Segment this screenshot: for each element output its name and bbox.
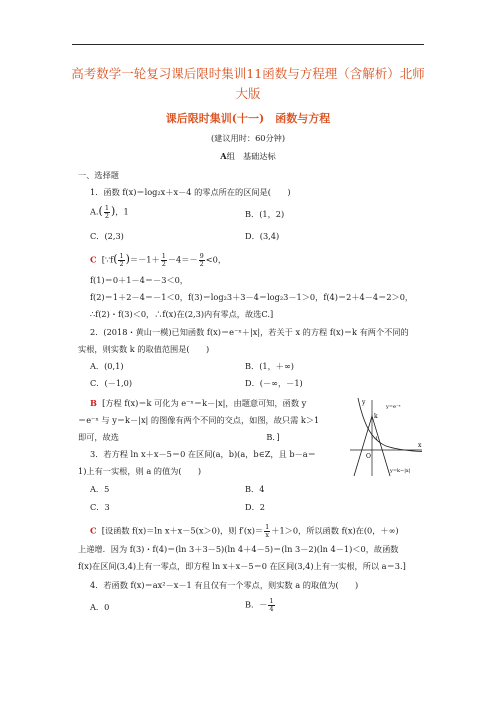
figure-y-axis-label: y: [362, 399, 366, 406]
q2-option-b: B．(1，＋∞): [245, 361, 294, 371]
q2-stem-line-2: 实根，则实数 k 的取值范围是( ): [78, 344, 210, 354]
group-label: 组 基础达标: [226, 151, 276, 161]
q2-solution-line-2: ＝e⁻ˣ 与 y＝k－|x| 的图像有两个不同的交点，如图，故只需 k＞1: [78, 415, 320, 425]
q1-solution-line-3: f(2)＝1＋2－4＝－1＜0，f(3)＝log₂3＋3－4＝log₂3－1＞0，f(4)＝2＋4－4＝2＞0，: [90, 292, 414, 302]
q1-option-b: B．(1，2): [245, 209, 285, 219]
q3-option-b: B．4: [245, 484, 265, 494]
q3-option-c: C．3: [90, 502, 110, 512]
q1-solution-line-2: f(1)＝0＋1－4＝－3＜0，: [90, 275, 188, 285]
q2-option-c: C．(－1,0): [90, 378, 133, 388]
q2-graph-figure: [346, 396, 426, 478]
time-hint: (建议用时：60分钟): [210, 133, 286, 143]
q1-option-d: D．(3,4): [245, 231, 280, 241]
q1-answer-letter: C: [90, 254, 97, 265]
section-title: 课后限时集训(十一) 函数与方程: [165, 112, 331, 125]
q2-solution-line-3: 即可，故选 B．]: [78, 432, 280, 442]
q3-answer-letter: C: [90, 525, 97, 536]
q2-stem-line-1: 2．(2018・黄山一模)已知函数 f(x)＝e⁻ˣ＋|x|，若关于 x 的方程 f(x)＝k 有两个不同的: [90, 327, 409, 337]
figure-k-label: k: [374, 413, 378, 420]
q1-a-fraction: $\frac{1}{2}$: [104, 204, 109, 220]
group-heading: [0, 151, 496, 162]
q4-option-a: A．0: [90, 602, 110, 612]
q1-option-c: C．(2,3): [90, 231, 124, 241]
q3-option-d: D．2: [245, 502, 265, 512]
q1-solution-line-4: ∴f(2)・f(3)＜0，∴f(x)在(2,3)内有零点，故选C.]: [90, 309, 274, 319]
q3-solution-line-3: f(x)在区间(3,4)上有一零点，即方程 ln x＋x－5＝0 在区间(3,4)上有一实根，所以 a＝3.]: [78, 561, 406, 571]
title-line-2: 大版: [235, 86, 261, 101]
q3-stem-line-2: 1)上有一实根，则 a 的值为( ): [78, 466, 202, 476]
header-rule: [72, 44, 424, 45]
q3-option-a: A．5: [90, 484, 110, 494]
q2-answer-letter: B: [90, 398, 97, 408]
q4-option-b: B．－ $\frac{1}{4}$: [245, 597, 274, 613]
document-title: [50, 64, 446, 104]
q1-option-a: A.( $\frac{1}{2}$ )，1: [90, 204, 129, 220]
q3-solution-line-2: 上递增．因为 f(3)・f(4)＝(ln 3＋3－5)(ln 4＋4－5)＝(ln 3－2)(ln 4－1)＜0，故函数: [78, 544, 399, 554]
q2-option-d: D．(－∞，－1): [245, 378, 303, 388]
figure-one-label: 1: [375, 436, 379, 442]
figure-origin-label: O: [366, 453, 371, 460]
q4-stem: 4．若函数 f(x)＝ax²－x－1 有且仅有一个零点，则实数 a 的取值为( ): [90, 580, 359, 590]
q3-stem-line-1: 3．若方程 ln x＋x－5＝0 在区间(a，b)(a，b∈Z，且 b－a＝: [90, 449, 316, 459]
q1-solution-line-1: C [∵f( $\frac{1}{2}$ )＝－1＋ $\frac{1}{2}$ －4＝－ $\frac{9}{2}$ <0，: [90, 252, 227, 268]
title-line-1: 高考数学一轮复习课后限时集训11函数与方程理（含解析）北师: [71, 66, 425, 81]
q3-solution-line-1: C [设函数 f(x)＝ln x＋x－5(x＞0)，则 f′(x)＝ $\frac{1}{x}$ ＋1＞0，所以函数 f(x)在(0，＋∞): [90, 523, 399, 539]
q2-solution-line-1: B [方程 f(x)＝k 可化为 e⁻ˣ＝k－|x|，由题意可知，函数 y: [90, 398, 307, 408]
figure-x-axis-label: x: [418, 442, 422, 449]
part1-heading: 一、选择题: [78, 170, 119, 180]
group-mark: A: [220, 151, 227, 161]
figure-line-label: y=k−|x|: [390, 468, 411, 474]
figure-curve-label: y=e⁻ˣ: [386, 404, 401, 410]
q2-option-a: A．(0,1): [90, 361, 124, 371]
q1-stem: 1．函数 f(x)＝log₂x＋x－4 的零点所在的区间是( ): [90, 187, 291, 197]
